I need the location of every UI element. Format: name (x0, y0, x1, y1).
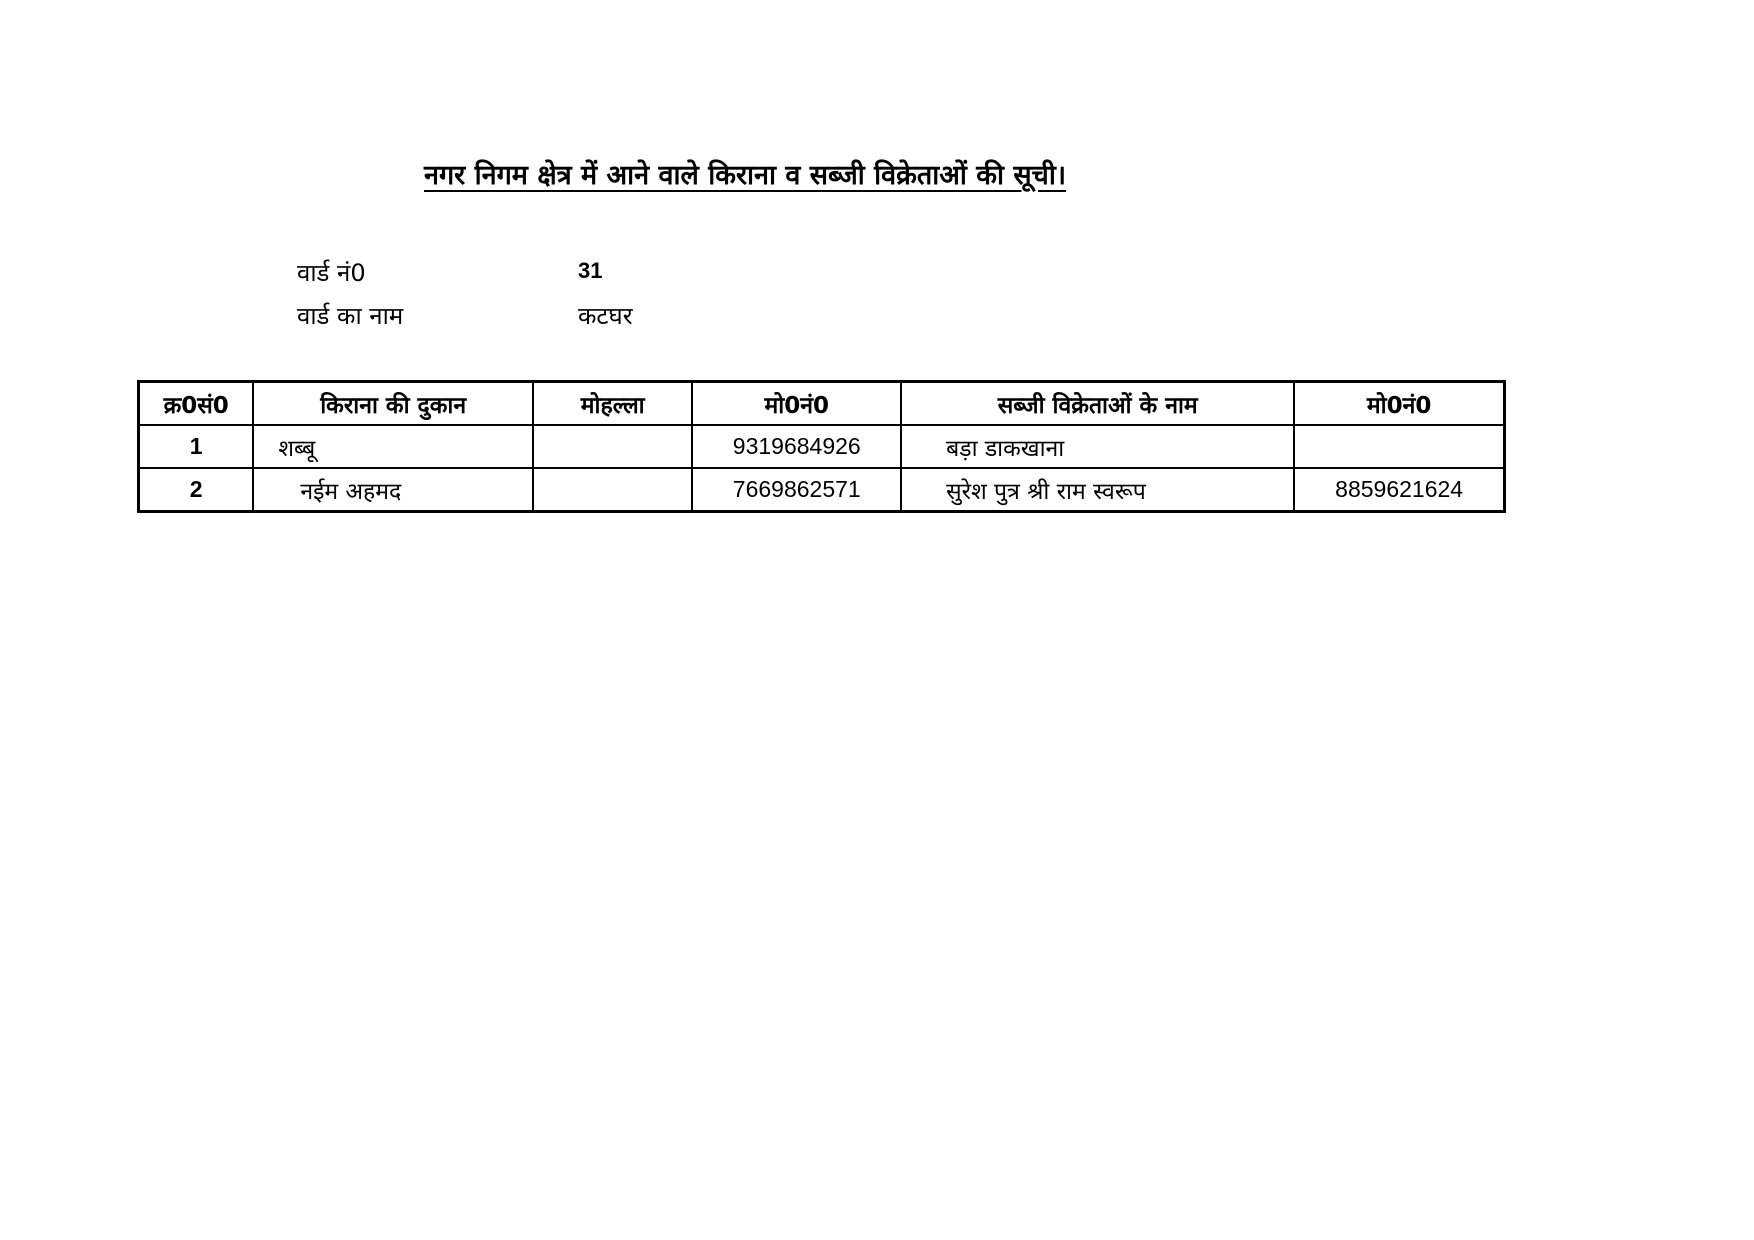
header-mobile-number: मो0नं0 (692, 382, 901, 426)
cell-locality (533, 425, 692, 468)
table-row (139, 425, 1505, 468)
cell-mobile-number: 9319684926 (692, 425, 901, 468)
cell-locality (533, 468, 692, 512)
vendor-table (137, 380, 1506, 513)
cell-serial-number: 1 (139, 425, 254, 468)
cell-mobile-number: 7669862571 (692, 468, 901, 512)
cell-serial-number: 2 (139, 468, 254, 512)
cell-grocery-shop: नईम अहमद (253, 468, 533, 512)
ward-name-label: वार्ड का नाम (297, 302, 404, 330)
cell-grocery-shop: शब्बू (253, 425, 533, 468)
page-title: नगर निगम क्षेत्र में आने वाले किराना व सब्जी विक्रेताओं की सूची। (424, 160, 1067, 191)
ward-number-label: वार्ड नं0 (297, 259, 366, 287)
ward-number-value: 31 (578, 258, 603, 283)
header-grocery-shop: किराना की दुकान (253, 382, 533, 426)
header-vendor-mobile-number: मो0नं0 (1294, 382, 1504, 426)
header-locality: मोहल्ला (533, 382, 692, 426)
cell-vendor-mobile-number (1294, 425, 1504, 468)
table-row (139, 468, 1505, 512)
ward-name-value: कटघर (578, 302, 633, 330)
cell-vegetable-vendor-name: बड़ा डाकखाना (901, 425, 1294, 468)
header-vegetable-vendor-name: सब्जी विक्रेताओं के नाम (901, 382, 1294, 426)
cell-vegetable-vendor-name: सुरेश पुत्र श्री राम स्वरूप (901, 468, 1294, 512)
table-header-row (139, 382, 1505, 426)
cell-vendor-mobile-number: 8859621624 (1294, 468, 1504, 512)
header-serial-number: क्र0सं0 (139, 382, 254, 426)
